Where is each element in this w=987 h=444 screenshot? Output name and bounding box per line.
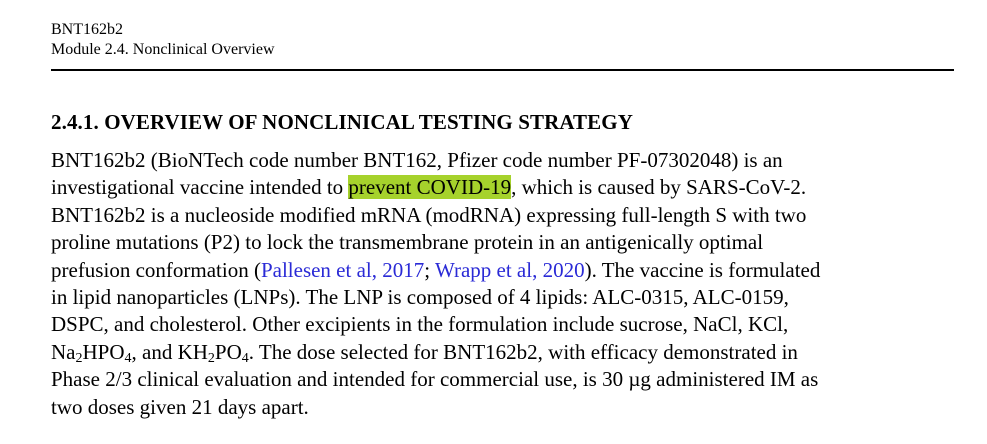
reference-link-wrapp[interactable]: Wrapp et al, 2020 <box>434 257 585 282</box>
subscript: 4 <box>124 350 132 366</box>
body-text-segment: prefusion conformation ( <box>51 257 261 282</box>
body-text-segment: ; <box>424 257 435 282</box>
reference-link-pallesen[interactable]: Pallesen et al, 2017 <box>260 257 425 282</box>
header-rule <box>51 69 954 71</box>
body-line-4: proline mutations (P2) to lock the transmembrane protein in an antigenically optimal <box>51 230 764 255</box>
body-text-segment: . The dose selected for BNT162b2, with efficacy demonstrated in <box>248 339 798 364</box>
section-heading: 2.4.1. OVERVIEW OF NONCLINICAL TESTING STRATEGY <box>51 110 633 134</box>
page-header <box>51 20 954 60</box>
header-module: Module 2.4. Nonclinical Overview <box>51 41 275 58</box>
body-text-segment: HPO <box>82 339 125 364</box>
body-text-segment: ). The vaccine is formulated <box>584 257 821 282</box>
highlighted-phrase: prevent COVID-19 <box>348 175 512 200</box>
body-text-segment: Na <box>51 339 76 364</box>
body-line-1: BNT162b2 (BioNTech code number BNT162, Pfizer code number PF-07302048) is an <box>51 148 783 172</box>
body-text-segment: , and KH <box>131 339 208 364</box>
body-line-7: DSPC, and cholesterol. Other excipients in the formulation include sucrose, NaCl, KCl, <box>51 312 789 337</box>
body-line-8 <box>51 339 961 366</box>
body-line-2 <box>51 174 961 201</box>
header-product: BNT162b2 <box>51 21 123 38</box>
body-line-3: BNT162b2 is a nucleoside modified mRNA (modRNA) expressing full-length S with two <box>51 202 807 227</box>
body-text-segment: PO <box>214 339 242 364</box>
body-line-10: two doses given 21 days apart. <box>51 394 309 419</box>
body-text-segment: investigational vaccine intended to <box>51 175 349 200</box>
body-paragraph <box>51 147 961 421</box>
body-line-6: in lipid nanoparticles (LNPs). The LNP is composed of 4 lipids: ALC-0315, ALC-0159, <box>51 285 789 310</box>
body-line-9: Phase 2/3 clinical evaluation and intended for commercial use, is 30 µg administered IM as <box>51 367 819 392</box>
subscript: 2 <box>75 350 83 366</box>
body-line-5 <box>51 257 961 284</box>
body-text-segment: , which is caused by SARS-CoV-2. <box>511 175 807 200</box>
subscript: 4 <box>241 350 249 366</box>
subscript: 2 <box>207 350 215 366</box>
